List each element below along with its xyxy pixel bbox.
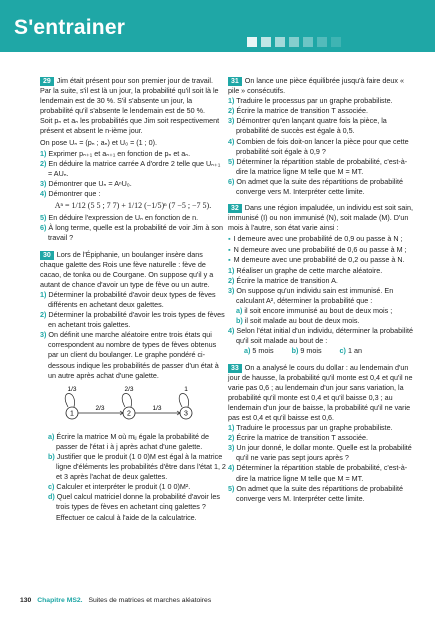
question [40, 310, 226, 330]
question [228, 157, 414, 177]
item-text: Selon l'état initial d'un individu, déterminer la probabilité qu'il soit malade au bout de : [236, 326, 413, 346]
question [228, 423, 414, 433]
graph-loop-label: 2/3 [124, 385, 134, 393]
item-text: À long terme, quelle est la probabilité de voir Jim à son travail ? [48, 223, 223, 243]
item-text: On admet que la suite des répartitions de probabilité converge vers M. Interpréter cette limite. [236, 176, 404, 197]
question [40, 159, 226, 179]
item-number: 4) [228, 326, 235, 336]
item-number: 2) [228, 106, 235, 116]
subquestion [40, 452, 226, 482]
question [228, 286, 414, 306]
graph-node-label: 2 [127, 410, 131, 418]
item-text: On admet que la suite des répartitions de probabilité converge vers M. Interpréter cette limite. [236, 483, 404, 503]
item-text: On définit une marche aléatoire entre trois états qui correspondent au nombre de types de fèves obtenus par un client du boulanger. Le graphe pondéré ci-dessous indique les probabilités de passer d'un état à un autre après achat d'une galette. [48, 330, 219, 380]
exercise-30 [40, 250, 226, 523]
item-text: Écrire la matrice de transition T associée. [236, 433, 368, 443]
item-number: b) [48, 452, 55, 461]
question [228, 433, 414, 443]
choice-item [244, 346, 274, 356]
subquestion [228, 316, 414, 326]
subquestion [228, 306, 414, 316]
question [40, 223, 226, 243]
decor-square [247, 37, 257, 47]
item-number: 4) [228, 463, 235, 473]
page-number: 130 [20, 597, 32, 604]
item-number: 3) [228, 116, 235, 126]
question [228, 177, 414, 197]
item-text: Justifier que le produit (1 0 0)M est égal à la matrice ligne d'éléments les probabilités d'être dans l'état 1, 2 et 3 après l'achat de deux galettes. [56, 452, 226, 482]
graph-loop-label: 1 [184, 385, 188, 393]
item-text: Déterminer la probabilité d'avoir les trois types de fèves en achetant trois galettes. [48, 310, 225, 330]
item-number: 3) [40, 330, 47, 340]
subquestion-list [40, 432, 226, 523]
exercise-number: 29 [40, 77, 54, 86]
graph-node-1 [65, 386, 78, 419]
item-number: 2) [40, 158, 47, 168]
item-text: Un jour donné, le dollar monte. Quelle est la probabilité qu'il ne varie pas sept jours après ? [236, 443, 412, 463]
item-number: 1) [40, 289, 47, 299]
graph-loop-label: 1/3 [67, 385, 77, 393]
graph-node-label: 1 [70, 410, 74, 418]
item-number: 2) [40, 310, 47, 320]
exercise-intro: On a analysé le cours du dollar : au lendemain d'un jour de hausse, la probabilité qu'il monte est 0,4 et qu'il ne varie pas 0,6 ; au lendemain d'un jour sans variation, la probabilité qu'il monte est 0,4 et qu'il baisse 0,3 ; au lendemain d'un jour de baisse, la probabilité qu'il ne varie pas est 0,4 et qu'il baisse est 0,6. [228, 362, 413, 422]
definition: On pose Uₙ = (pₙ ; aₙ) et U₀ = (1 ; 0). [40, 137, 158, 147]
item-number: 4) [40, 189, 47, 199]
question [40, 290, 226, 310]
question [228, 276, 414, 286]
decor-square [317, 37, 327, 47]
item-text: En déduire la matrice carrée A d'ordre 2 telle que Uₙ₊₁ = AUₙ. [48, 158, 221, 178]
item-text: il soit encore immunisé au bout de deux mois ; [244, 306, 393, 316]
exercise-31 [228, 76, 414, 197]
right-column [228, 76, 414, 510]
item-text: Déterminer la probabilité d'avoir deux types de fèves différents en achetant deux galettes. [48, 289, 216, 309]
item-text: il soit malade au bout de deux mois. [244, 316, 360, 326]
item-text: 5 mois [252, 346, 274, 356]
exercise-intro: On lance une pièce équilibrée jusqu'à faire deux « pile » consécutifs. [228, 76, 405, 96]
item-number: d) [48, 492, 55, 502]
decor-square [275, 37, 285, 47]
exercise-number: 32 [228, 204, 242, 213]
item-text: 9 mois [300, 346, 322, 356]
subquestion-list [228, 306, 414, 326]
choice-item [340, 346, 362, 356]
question [228, 96, 414, 106]
question [228, 484, 414, 504]
item-number: 2) [228, 433, 235, 443]
exercise-number: 31 [228, 77, 242, 86]
item-text: Traduire le processus par un graphe probabiliste. [236, 96, 393, 106]
item-number: 3) [40, 178, 47, 188]
item-number: 6) [40, 223, 47, 233]
item-number: 1) [228, 265, 235, 275]
item-number: 3) [228, 443, 235, 453]
item-text: Écrire la matrice de transition T associée. [236, 106, 368, 116]
bullet-item: ▪ M demeure avec une probabilité de 0,2 ou passe à N. [228, 255, 414, 265]
graph-edge-label: 2/3 [95, 404, 105, 412]
decor-square [303, 37, 313, 47]
question [228, 116, 414, 136]
item-text: On suppose qu'un individu sain est immunisé. En calculant A², déterminer la probabilité que : [236, 285, 394, 305]
graph-node-2 [122, 386, 135, 419]
item-number: 3) [228, 285, 235, 295]
page-header [0, 0, 435, 52]
bullet-list [228, 234, 414, 264]
bullet-item: ▪ I demeure avec une probabilité de 0,9 ou passe à N ; [228, 234, 414, 244]
item-text: 1 an [347, 346, 362, 356]
item-text: Démontrer que Uₙ = AⁿU₀. [48, 178, 132, 188]
question [40, 179, 226, 189]
item-text: Traduire le processus par un graphe probabiliste. [236, 423, 393, 433]
question-list [228, 423, 414, 504]
choice-item [292, 346, 322, 356]
item-number: b) [291, 346, 299, 356]
item-number: 1) [228, 96, 235, 106]
subquestion [40, 492, 226, 522]
question [228, 443, 414, 463]
question [228, 106, 414, 116]
subquestion [40, 432, 226, 452]
question [40, 213, 226, 223]
exercise-intro: Lors de l'Épiphanie, un boulanger insère dans chaque galette des Rois une fève naturelle : fève de cacao, de tonka ou de Courgane. On suppose qu'il y a autant de chance d'avoir un type de fève ou un autre. [40, 249, 214, 289]
question-list [228, 96, 414, 197]
question [228, 137, 414, 157]
item-number: 6) [228, 176, 235, 186]
exercise-29 [40, 76, 226, 244]
bullet-item: ▪ N demeure avec une probabilité de 0,6 ou passe à M ; [228, 245, 414, 255]
item-number: a) [244, 346, 251, 356]
item-number: 1) [40, 148, 47, 158]
item-number: c) [48, 482, 55, 492]
item-text: Calculer et interpréter le produit (1 0 0)M². [56, 482, 191, 492]
exercise-intro: Dans une région impaludée, un individu est soit sain, immunisé (I) ou non immunisé (N), soit malade (M). D'un mois à l'autre, son état varie ainsi : [228, 203, 414, 233]
item-number: a) [48, 431, 55, 441]
exercise-number: 30 [40, 251, 54, 260]
weighted-graph [54, 385, 204, 425]
exercise-intro-2: Soit pₙ et aₙ les probabilités que Jim soit respectivement présent et absent le n-ième jour. [40, 116, 220, 136]
question-list [40, 290, 226, 381]
item-text: Démontrer qu'en lançant quatre fois la pièce, la probabilité de succès est égale à 0,5. [236, 116, 387, 136]
question [228, 463, 414, 483]
item-text: Écrire la matrice M où mᵢⱼ égale la probabilité de passer de l'état i à j après achat d'une galette. [56, 431, 210, 451]
question [40, 330, 226, 380]
item-number: a) [236, 306, 243, 316]
exercise-intro: Jim était présent pour son premier jour de travail. Par la suite, s'il est là un jour, la probabilité qu'il soit là le lendemain est de 30 %. S'il s'absente un jour, la probabilité qu'il s'absente le lendemain est de 50 %. [40, 76, 219, 116]
item-text: Déterminer la répartition stable de probabilité, c'est-à-dire la matrice ligne M telle que M = MT. [236, 463, 408, 483]
question-list [40, 213, 226, 243]
item-text: Combien de fois doit-on lancer la pièce pour que cette probabilité soit égale à 0,9 ? [236, 136, 409, 156]
graph-node-3 [179, 386, 192, 419]
subquestion [40, 482, 226, 492]
item-number: b) [236, 316, 243, 326]
page-footer [20, 597, 211, 604]
question [228, 266, 414, 276]
graph-edge-1-2 [78, 405, 123, 415]
left-column [40, 76, 226, 529]
item-number: 5) [228, 156, 235, 166]
decor-square [289, 37, 299, 47]
item-number: c) [339, 346, 346, 356]
question-list [228, 266, 414, 306]
item-text: Quel calcul matriciel donne la probabilité d'avoir les trois types de fèves en achetant cinq galettes ? Effectuer ce calcul à l'aide de la calculatrice. [56, 492, 220, 522]
item-text: Exprimer pₙ₊₁ et aₙ₊₁ en fonction de pₙ et aₙ. [48, 148, 191, 158]
item-text: Réaliser un graphe de cette marche aléatoire. [236, 265, 383, 275]
item-number: 1) [228, 423, 235, 433]
graph-node-label: 3 [184, 410, 188, 418]
exercise-32 [228, 203, 414, 356]
item-text: Démontrer que : [48, 189, 101, 199]
item-number: 2) [228, 275, 235, 285]
item-number: 5) [40, 213, 47, 223]
choice-list [228, 346, 414, 356]
question-list [40, 149, 226, 199]
graph-edge-2-3 [135, 405, 180, 415]
graph-edge-label: 1/3 [152, 404, 162, 412]
question [40, 149, 226, 159]
item-text: Déterminer la répartition stable de probabilité, c'est-à-dire la matrice ligne M telle que M = MT. [236, 156, 408, 176]
item-number: 5) [228, 483, 235, 493]
question-list [228, 326, 414, 346]
chapter-label: Chapitre MS2. [37, 597, 83, 604]
question [228, 326, 414, 346]
decor-square [331, 37, 341, 47]
decor-square [261, 37, 271, 47]
page-title: S'entrainer [14, 16, 126, 39]
exercise-number: 33 [228, 364, 242, 373]
item-text: Écrire la matrice de transition A. [236, 275, 338, 285]
item-text: En déduire l'expression de Uₙ en fonction de n. [48, 213, 199, 223]
item-number: 4) [228, 136, 235, 146]
exercise-33 [228, 363, 414, 504]
formula: Aⁿ = 1/12 (5 5 ; 7 7) + 1/12 (−1/5)ⁿ (7 −5 ; −7 5). [54, 201, 212, 211]
chapter-title: Suites de matrices et marches aléatoires [88, 597, 212, 604]
question [40, 189, 226, 199]
